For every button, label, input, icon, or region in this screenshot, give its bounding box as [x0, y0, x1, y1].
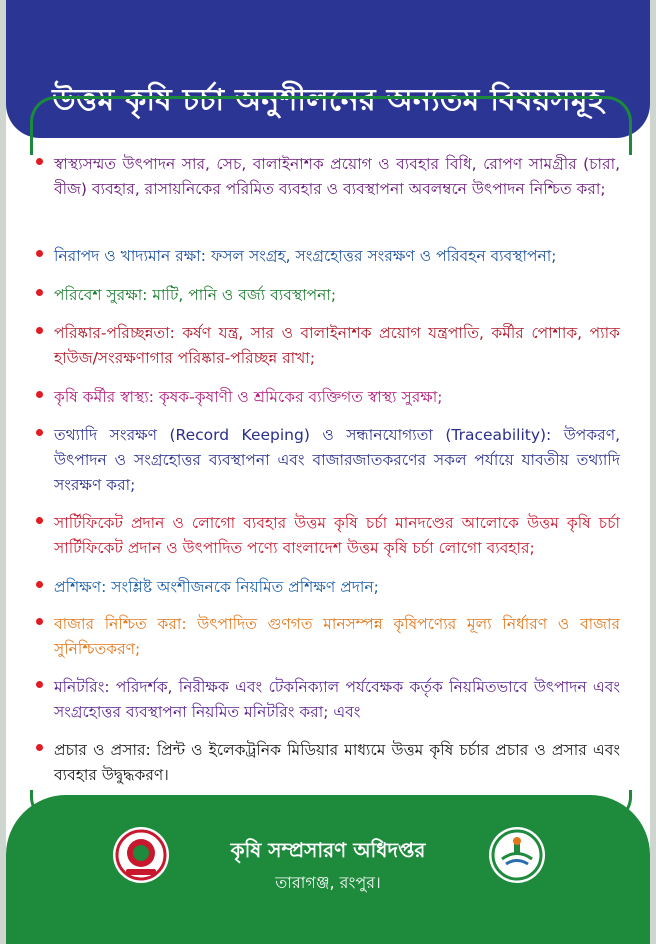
bullet-icon — [36, 289, 43, 296]
item-list — [30, 150, 626, 800]
bullet-icon — [36, 391, 43, 398]
list-item-text: প্রচার ও প্রসার: প্রিন্ট ও ইলেকট্রনিক মিডিয়ার মাধ্যমে উত্তম কৃষি চর্চার প্রচার ও প্রসার এবং ব্যবহার উদ্বুদ্ধকরণ। — [54, 741, 620, 784]
bullet-icon — [36, 618, 43, 625]
bullet-icon — [36, 744, 43, 751]
bullet-icon — [36, 581, 43, 588]
list-item-text: মনিটরিং: পরিদর্শক, নিরীক্ষক এবং টেকনিক্যাল পর্যবেক্ষক কর্তৃক নিয়মিতভাবে উৎপাদন এবং সংগ্রহোত্তর ব্যবস্থাপনা নিয়মিত মনিটরিং করা; এবং — [54, 678, 620, 721]
decorative-border-top — [30, 96, 632, 155]
bullet-icon — [36, 158, 43, 165]
bullet-icon — [36, 429, 43, 436]
list-item-text: বাজার নিশ্চিত করা: উৎপাদিত গুণগত মানসম্পন্ন কৃষিপণ্যের মূল্য নির্ধারণ ও বাজার সুনিশ্চিতকরণ; — [54, 615, 620, 658]
list-item-text: স্বাস্থ্যসম্মত উৎপাদন সার, সেচ, বালাইনাশক প্রয়োগ ও ব্যবহার বিধি, রোপণ সামগ্রীর (চারা, বীজ) ব্যবহার, রাসায়নিকের পরিমিত ব্যবহার ও ব্যবস্থাপনা অবলম্বনে উৎপাদন নিশ্চিত করা; — [54, 155, 620, 198]
list-item-text: সার্টিফিকেট প্রদান ও লোগো ব্যবহার উত্তম কৃষি চর্চা মানদণ্ডের আলোকে উত্তম কৃষি চর্চা সার্টিফিকেট প্রদান ও উৎপাদিত পণ্যে বাংলাদেশ উত্তম কৃষি চর্চা লোগো ব্যবহার; — [54, 514, 620, 557]
poster-title: উত্তম কৃষি চর্চা অনুশীলনের অন্যতম বিষয়সমূহ — [52, 83, 604, 118]
list-item-text: প্রশিক্ষণ: সংশ্লিষ্ট অংশীজনকে নিয়মিত প্রশিক্ষণ প্রদান; — [54, 578, 379, 596]
list-item-text: কৃষি কর্মীর স্বাস্থ্য: কৃষক-কৃষাণী ও শ্রমিকের ব্যক্তিগত স্বাস্থ্য সুরক্ষা; — [54, 388, 443, 406]
list-item-text: নিরাপদ ও খাদ্যমান রক্ষা: ফসল সংগ্রহ, সংগ্রহোত্তর সংরক্ষণ ও পরিবহন ব্যবস্থাপনা; — [54, 247, 557, 265]
list-item-text: তথ্যাদি সংরক্ষণ (Record Keeping) ও সন্ধানযোগ্যতা (Traceability): উপকরণ, উৎপাদন ও সংগ্রহোত্তর ব্যবস্থাপনা এবং বাজারজাতকরণের সকল পর্যায়ে যাবতীয় তথ্যাদি সংরক্ষণ করা; — [54, 426, 620, 494]
organization-location: তারাগঞ্জ, রংপুর। — [275, 873, 381, 892]
bullet-icon — [36, 681, 43, 688]
organization-name: কৃষি সম্প্রসারণ অধিদপ্তর — [230, 838, 426, 862]
bullet-icon — [36, 250, 43, 257]
bullet-icon — [36, 517, 43, 524]
list-item-text: পরিবেশ সুরক্ষা: মাটি, পানি ও বর্জ্য ব্যবস্থাপনা; — [54, 286, 337, 304]
bullet-icon — [36, 327, 43, 334]
list-item-text: পরিষ্কার-পরিচ্ছন্নতা: কর্ষণ যন্ত্র, সার ও বালাইনাশক প্রয়োগ যন্ত্রপাতি, কর্মীর পোশাক, প্যাক হাউজ/সংরক্ষণাগার পরিষ্কার-পরিচ্ছন্ন রাখা; — [54, 324, 620, 367]
